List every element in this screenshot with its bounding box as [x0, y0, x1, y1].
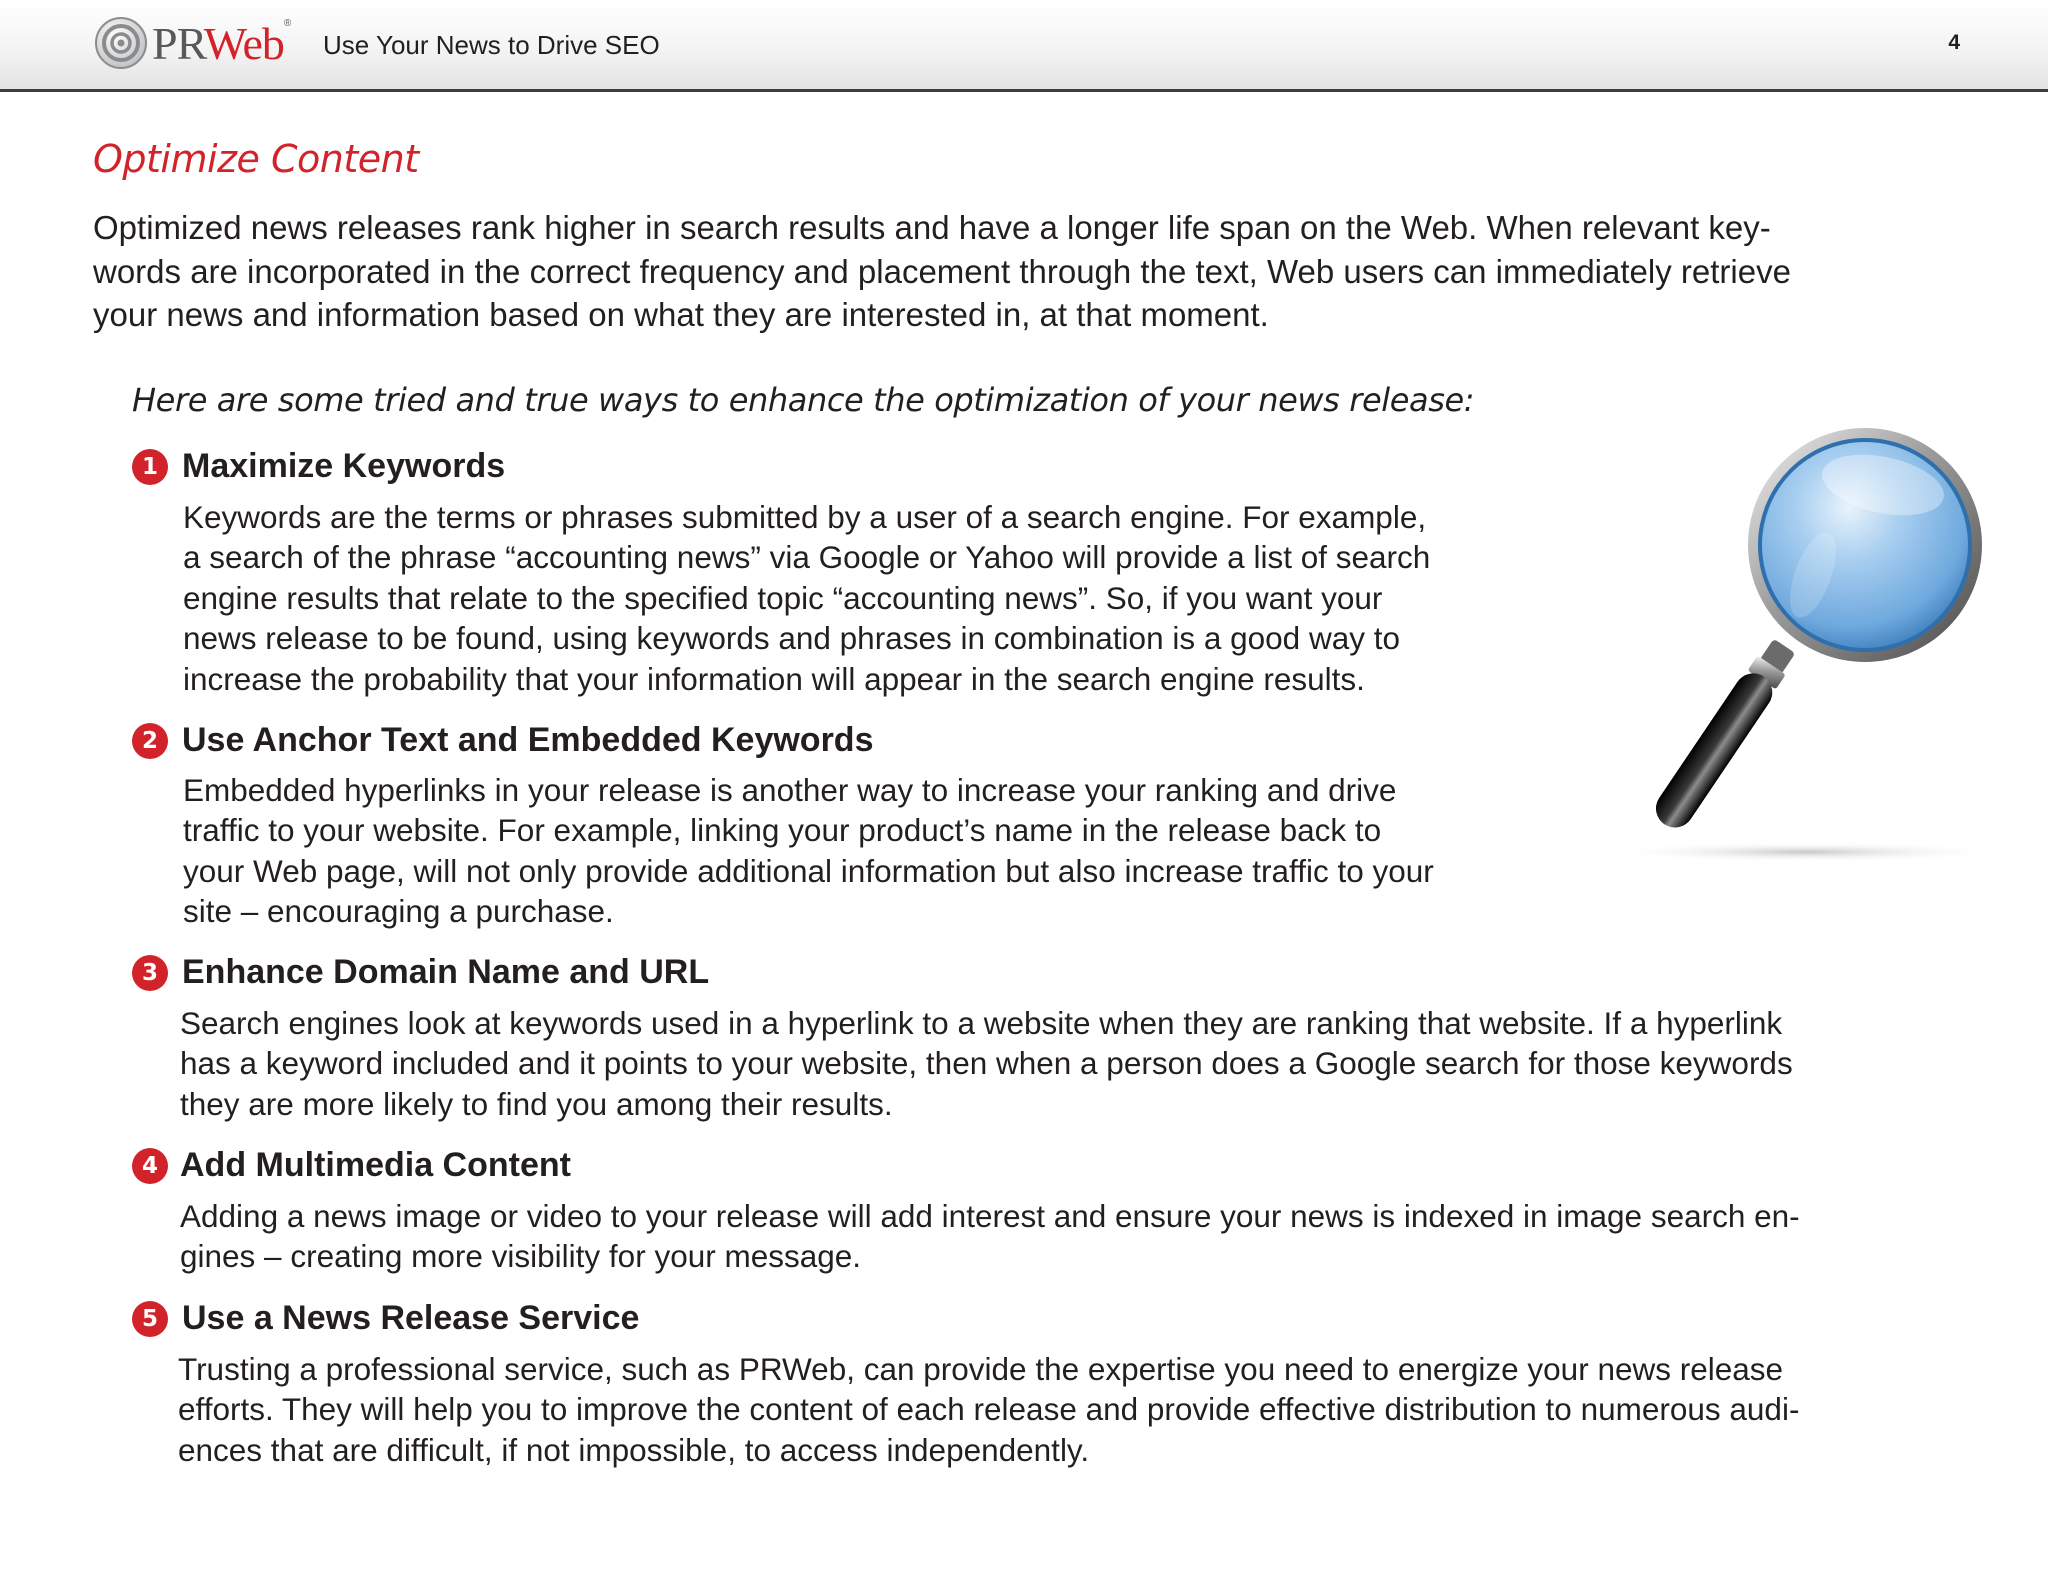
- item-title-anchor-text: Use Anchor Text and Embedded Keywords: [182, 721, 874, 759]
- body-line: gines – creating more visibility for your message.: [180, 1238, 862, 1275]
- page-number: 4: [1948, 31, 1960, 54]
- body-line: increase the probability that your information will appear in the search engine results.: [183, 660, 1365, 697]
- number-badge-3: 3: [132, 955, 168, 991]
- body-line: your Web page, will not only provide additional information but also increase traffic to your: [183, 852, 1434, 889]
- body-line: site – encouraging a purchase.: [183, 893, 614, 930]
- intro-line: Optimized news releases rank higher in search results and have a longer life span on the Web. When relevant key-: [93, 209, 1771, 246]
- registered-mark: ®: [283, 18, 291, 29]
- body-line: engine results that relate to the specified topic “accounting news”. So, if you want your: [183, 579, 1383, 616]
- body-line: Trusting a professional service, such as PRWeb, can provide the expertise you need to energize your news release: [178, 1351, 1784, 1387]
- number-badge-5: 5: [132, 1301, 168, 1337]
- body-line: efforts. They will help you to improve the content of each release and provide effective distribution to numerous audi-: [178, 1391, 1800, 1428]
- number-badge-1: 1: [132, 449, 168, 485]
- intro-line: your news and information based on what they are interested in, at that moment.: [93, 296, 1269, 333]
- page-header: [0, 0, 2048, 92]
- prweb-circle-logo-icon: [94, 16, 148, 70]
- body-line: Search engines look at keywords used in a hyperlink to a website when they are ranking that website. If a hyperlink: [180, 1005, 1783, 1041]
- item-title-news-release-service: Use a News Release Service: [182, 1299, 640, 1337]
- number-badge-2: 2: [132, 723, 168, 759]
- body-line: a search of the phrase “accounting news” via Google or Yahoo will provide a list of search: [183, 539, 1431, 576]
- body-line: traffic to your website. For example, linking your product’s name in the release back to: [183, 812, 1382, 849]
- logo-pr-text: PR: [152, 18, 204, 69]
- section-heading: Optimize Content: [93, 137, 419, 181]
- item-body-anchor-text: [183, 770, 1434, 932]
- intro-line: words are incorporated in the correct frequency and placement through the text, Web users can immediately retrieve: [93, 252, 1791, 290]
- item-body-multimedia: [180, 1196, 1800, 1277]
- body-line: Embedded hyperlinks in your release is another way to increase your ranking and drive: [183, 772, 1397, 808]
- magnifying-glass-icon: [1565, 425, 1985, 870]
- body-line: has a keyword included and it points to your website, then when a person does a Google search for those keywords: [180, 1045, 1793, 1082]
- item-title-domain-name: Enhance Domain Name and URL: [182, 953, 710, 991]
- body-line: they are more likely to find you among their results.: [180, 1085, 893, 1122]
- body-line: Adding a news image or video to your release will add interest and ensure your news is indexed in image search en-: [180, 1198, 1800, 1234]
- number-badge-4: 4: [132, 1148, 168, 1184]
- body-line: Keywords are the terms or phrases submitted by a user of a search engine. For example,: [183, 499, 1427, 535]
- logo-web-text: Web: [203, 18, 284, 69]
- prweb-logo: [94, 15, 290, 71]
- item-title-maximize-keywords: Maximize Keywords: [182, 447, 506, 485]
- list-lead-in: Here are some tried and true ways to enhance the optimization of your news release:: [132, 381, 1475, 419]
- item-body-maximize-keywords: [183, 497, 1430, 699]
- body-line: ences that are difficult, if not impossible, to access independently.: [178, 1431, 1090, 1468]
- intro-paragraph: [93, 206, 1983, 337]
- header-title: Use Your News to Drive SEO: [323, 30, 660, 60]
- body-line: news release to be found, using keywords and phrases in combination is a good way to: [183, 620, 1400, 657]
- logo-wordmark: [152, 18, 291, 69]
- item-body-domain-name: [180, 1003, 1793, 1124]
- item-body-news-release-service: [178, 1349, 1799, 1470]
- item-title-multimedia: Add Multimedia Content: [180, 1146, 571, 1184]
